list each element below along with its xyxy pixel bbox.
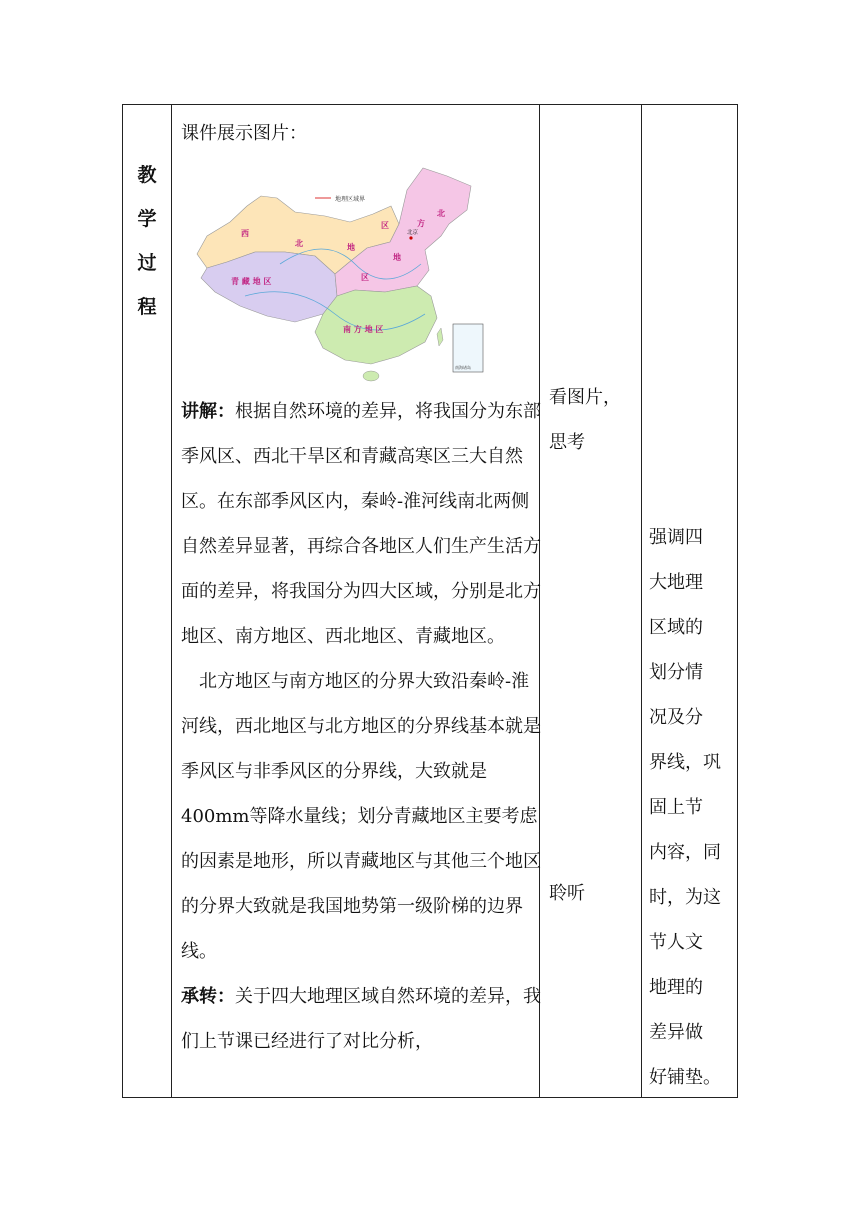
south-label: 南 方 地 区 [343,324,384,334]
stage-label: 教 学 过 程 [137,164,157,318]
north-label-1: 北 [437,208,445,218]
hainan-island [363,371,379,381]
northwest-label-3: 地 [347,242,355,252]
lecture-text: 根据自然环境的差异，将我国分为东部季风区、西北干旱区和青藏高寒区三大自然区。在东部季风区内，秦岭-淮河线南北两侧自然差异显著，再综合各地区人们生产生活方面的差异，将我国分为四大区域，分别是北方地区、南方地区、西北地区、青藏地区。 [181,401,541,647]
beijing-label: 北京 [407,230,419,236]
qingzang-label: 青 藏 地 区 [231,276,272,286]
legend-label: 地理区域界 [335,196,366,203]
northwest-label-2: 北 [295,238,303,248]
taiwan-island [437,328,443,346]
lecture-label: 讲解： [181,401,235,422]
student-activity-a: 看图片， 思考 [549,387,621,453]
transition-text: 关于四大地理区域自然环境的差异，我们上节课已经进行了对比分析， [181,986,541,1052]
china-regions-map [185,164,485,389]
teacher-activity-column [181,111,541,1064]
inset-label: 南海诸岛 [455,365,471,370]
lecture-paragraph-2: 北方地区与南方地区的分界大致沿秦岭-淮河线，西北地区与北方地区的分界线基本就是季风区与非季风区的分界线，大致就是400mm等降水量线；划分青藏地区主要考虑的因素是地形，所以青藏地区与其他三个地区的分界大致就是我国地势第一级阶梯的边界线。 [181,671,541,962]
northwest-label-4: 区 [381,220,389,230]
transition-label: 承转： [181,986,235,1007]
stage-column [123,105,171,1097]
design-intent-column: 强调四 大地理 区域的 划分情 况及分 界线，巩 固上节 内容，同 时，为这 节人文 地理的 差异做 好铺垫。 [649,527,721,1088]
intro-text: 课件展示图片： [181,123,307,144]
north-label-2: 方 [417,218,425,228]
beijing-marker [409,236,412,239]
student-activity-b: 聆听 [549,883,585,904]
transition-paragraph [181,974,541,1064]
north-label-4: 区 [361,272,369,282]
north-label-3: 地 [393,252,401,262]
lesson-table [122,104,738,1098]
column-divider [171,105,172,1097]
northwest-label-1: 西 [241,228,249,238]
lecture-paragraph [181,389,541,659]
column-divider [641,105,642,1097]
